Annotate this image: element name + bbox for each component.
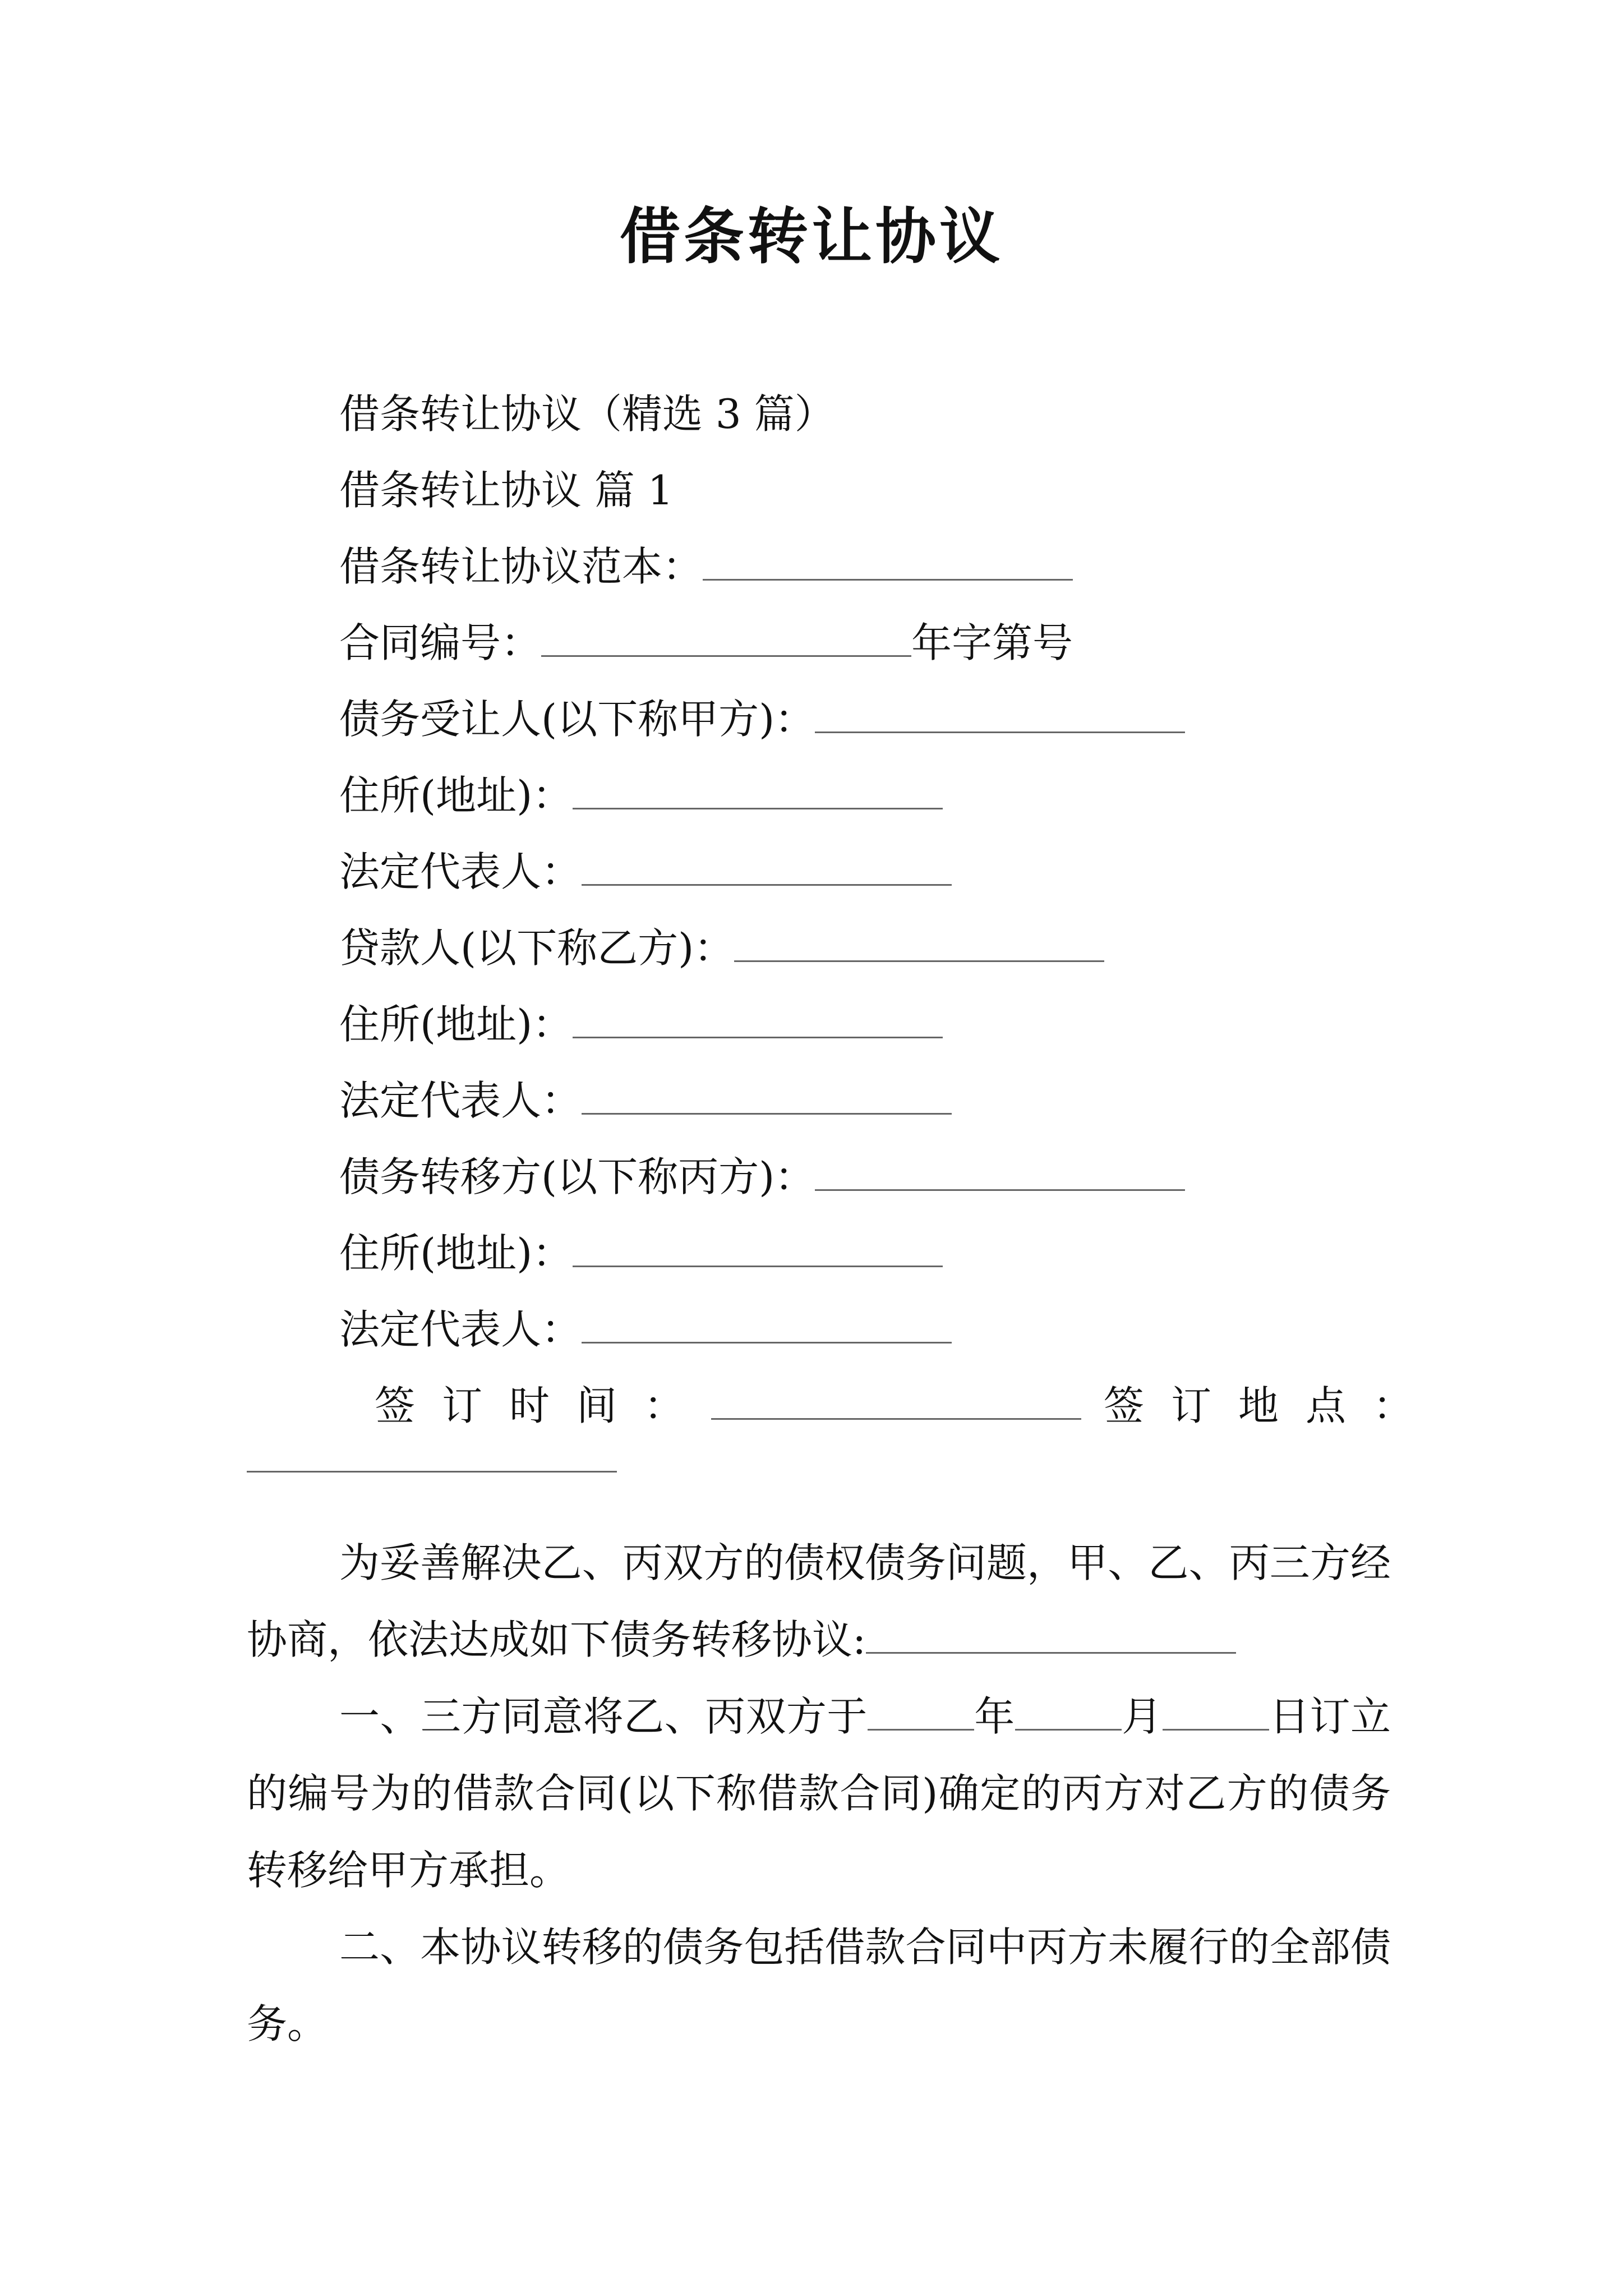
subtitle-line bbox=[339, 387, 835, 441]
subtitle-text: 借条转让协议（精选 3 篇） bbox=[339, 390, 835, 438]
party-a-line bbox=[339, 692, 1185, 746]
template-label: 借条转让协议范本： bbox=[339, 543, 703, 590]
party-b-address-blank[interactable] bbox=[573, 1000, 943, 1038]
clause-1-day-blank[interactable] bbox=[1163, 1692, 1269, 1731]
party-b-rep-line bbox=[339, 1074, 952, 1128]
signing-time-blank[interactable] bbox=[711, 1382, 1081, 1420]
party-a-address-blank[interactable] bbox=[573, 771, 943, 809]
document-title: 借条转让协议 bbox=[619, 201, 1003, 272]
clause-1-text-rest: 日订立的编号为的借款合同(以下称借款合同)确定的丙方对乙方的债务转移给甲方承担。 bbox=[247, 1693, 1391, 1894]
section-heading bbox=[339, 463, 674, 517]
party-b-line bbox=[339, 921, 1104, 975]
paragraph-clause-1 bbox=[247, 1678, 1391, 1909]
party-c-address-line bbox=[339, 1226, 943, 1280]
contract-number-label: 合同编号： bbox=[339, 619, 542, 666]
party-c-rep-line bbox=[339, 1303, 952, 1356]
party-b-address-line bbox=[339, 997, 943, 1051]
paragraph-clause-2 bbox=[247, 1909, 1391, 2063]
contract-number-suffix: 年字第号 bbox=[911, 619, 1073, 666]
clause-1-year-blank[interactable] bbox=[868, 1692, 974, 1731]
party-a-address-label: 住所(地址)： bbox=[339, 772, 573, 819]
template-line bbox=[339, 540, 1073, 593]
party-b-rep-label: 法定代表人： bbox=[339, 1077, 582, 1124]
party-c-address-label: 住所(地址)： bbox=[339, 1230, 573, 1277]
paragraph-intro-text: 为妥善解决乙、丙双方的债权债务问题，甲、乙、丙三方经协商，依法达成如下债务转移协议: bbox=[247, 1539, 1391, 1663]
party-a-label: 债务受让人(以下称甲方)： bbox=[339, 696, 815, 743]
clause-1-month: 月 bbox=[1121, 1693, 1163, 1740]
signing-line bbox=[375, 1379, 1440, 1433]
party-a-rep-line bbox=[339, 845, 952, 899]
party-a-rep-blank[interactable] bbox=[582, 848, 952, 886]
template-blank[interactable] bbox=[703, 542, 1073, 581]
clause-1-month-blank[interactable] bbox=[1015, 1692, 1122, 1731]
party-a-address-line bbox=[339, 769, 943, 822]
contract-number-line bbox=[339, 616, 1073, 670]
contract-number-blank[interactable] bbox=[541, 619, 911, 657]
party-c-address-blank[interactable] bbox=[573, 1229, 943, 1267]
party-c-rep-blank[interactable] bbox=[582, 1305, 952, 1343]
party-c-blank[interactable] bbox=[815, 1153, 1185, 1191]
signing-place-blank[interactable] bbox=[247, 1471, 617, 1473]
party-b-address-label: 住所(地址)： bbox=[339, 1001, 573, 1048]
section-heading-text: 借条转让协议 篇 1 bbox=[339, 467, 674, 514]
party-c-rep-label: 法定代表人： bbox=[339, 1306, 582, 1353]
party-b-rep-blank[interactable] bbox=[582, 1076, 952, 1115]
party-c-label: 债务转移方(以下称丙方)： bbox=[339, 1153, 815, 1200]
clause-1-text-a: 一、三方同意将乙、丙双方于 bbox=[339, 1693, 868, 1740]
clause-1-year: 年 bbox=[974, 1693, 1015, 1740]
party-a-rep-label: 法定代表人： bbox=[339, 848, 582, 895]
clause-2-text: 二、本协议转移的债务包括借款合同中丙方未履行的全部债务。 bbox=[247, 1924, 1391, 2047]
paragraph-intro bbox=[247, 1525, 1391, 1678]
signing-place-label: 签订地点： bbox=[1104, 1382, 1441, 1429]
party-b-label: 贷款人(以下称乙方)： bbox=[339, 924, 735, 972]
party-a-blank[interactable] bbox=[815, 695, 1185, 733]
paragraph-intro-blank[interactable] bbox=[866, 1616, 1236, 1654]
party-b-blank[interactable] bbox=[734, 924, 1104, 962]
party-c-line bbox=[339, 1150, 1185, 1204]
signing-time-label: 签订时间： bbox=[375, 1382, 712, 1429]
